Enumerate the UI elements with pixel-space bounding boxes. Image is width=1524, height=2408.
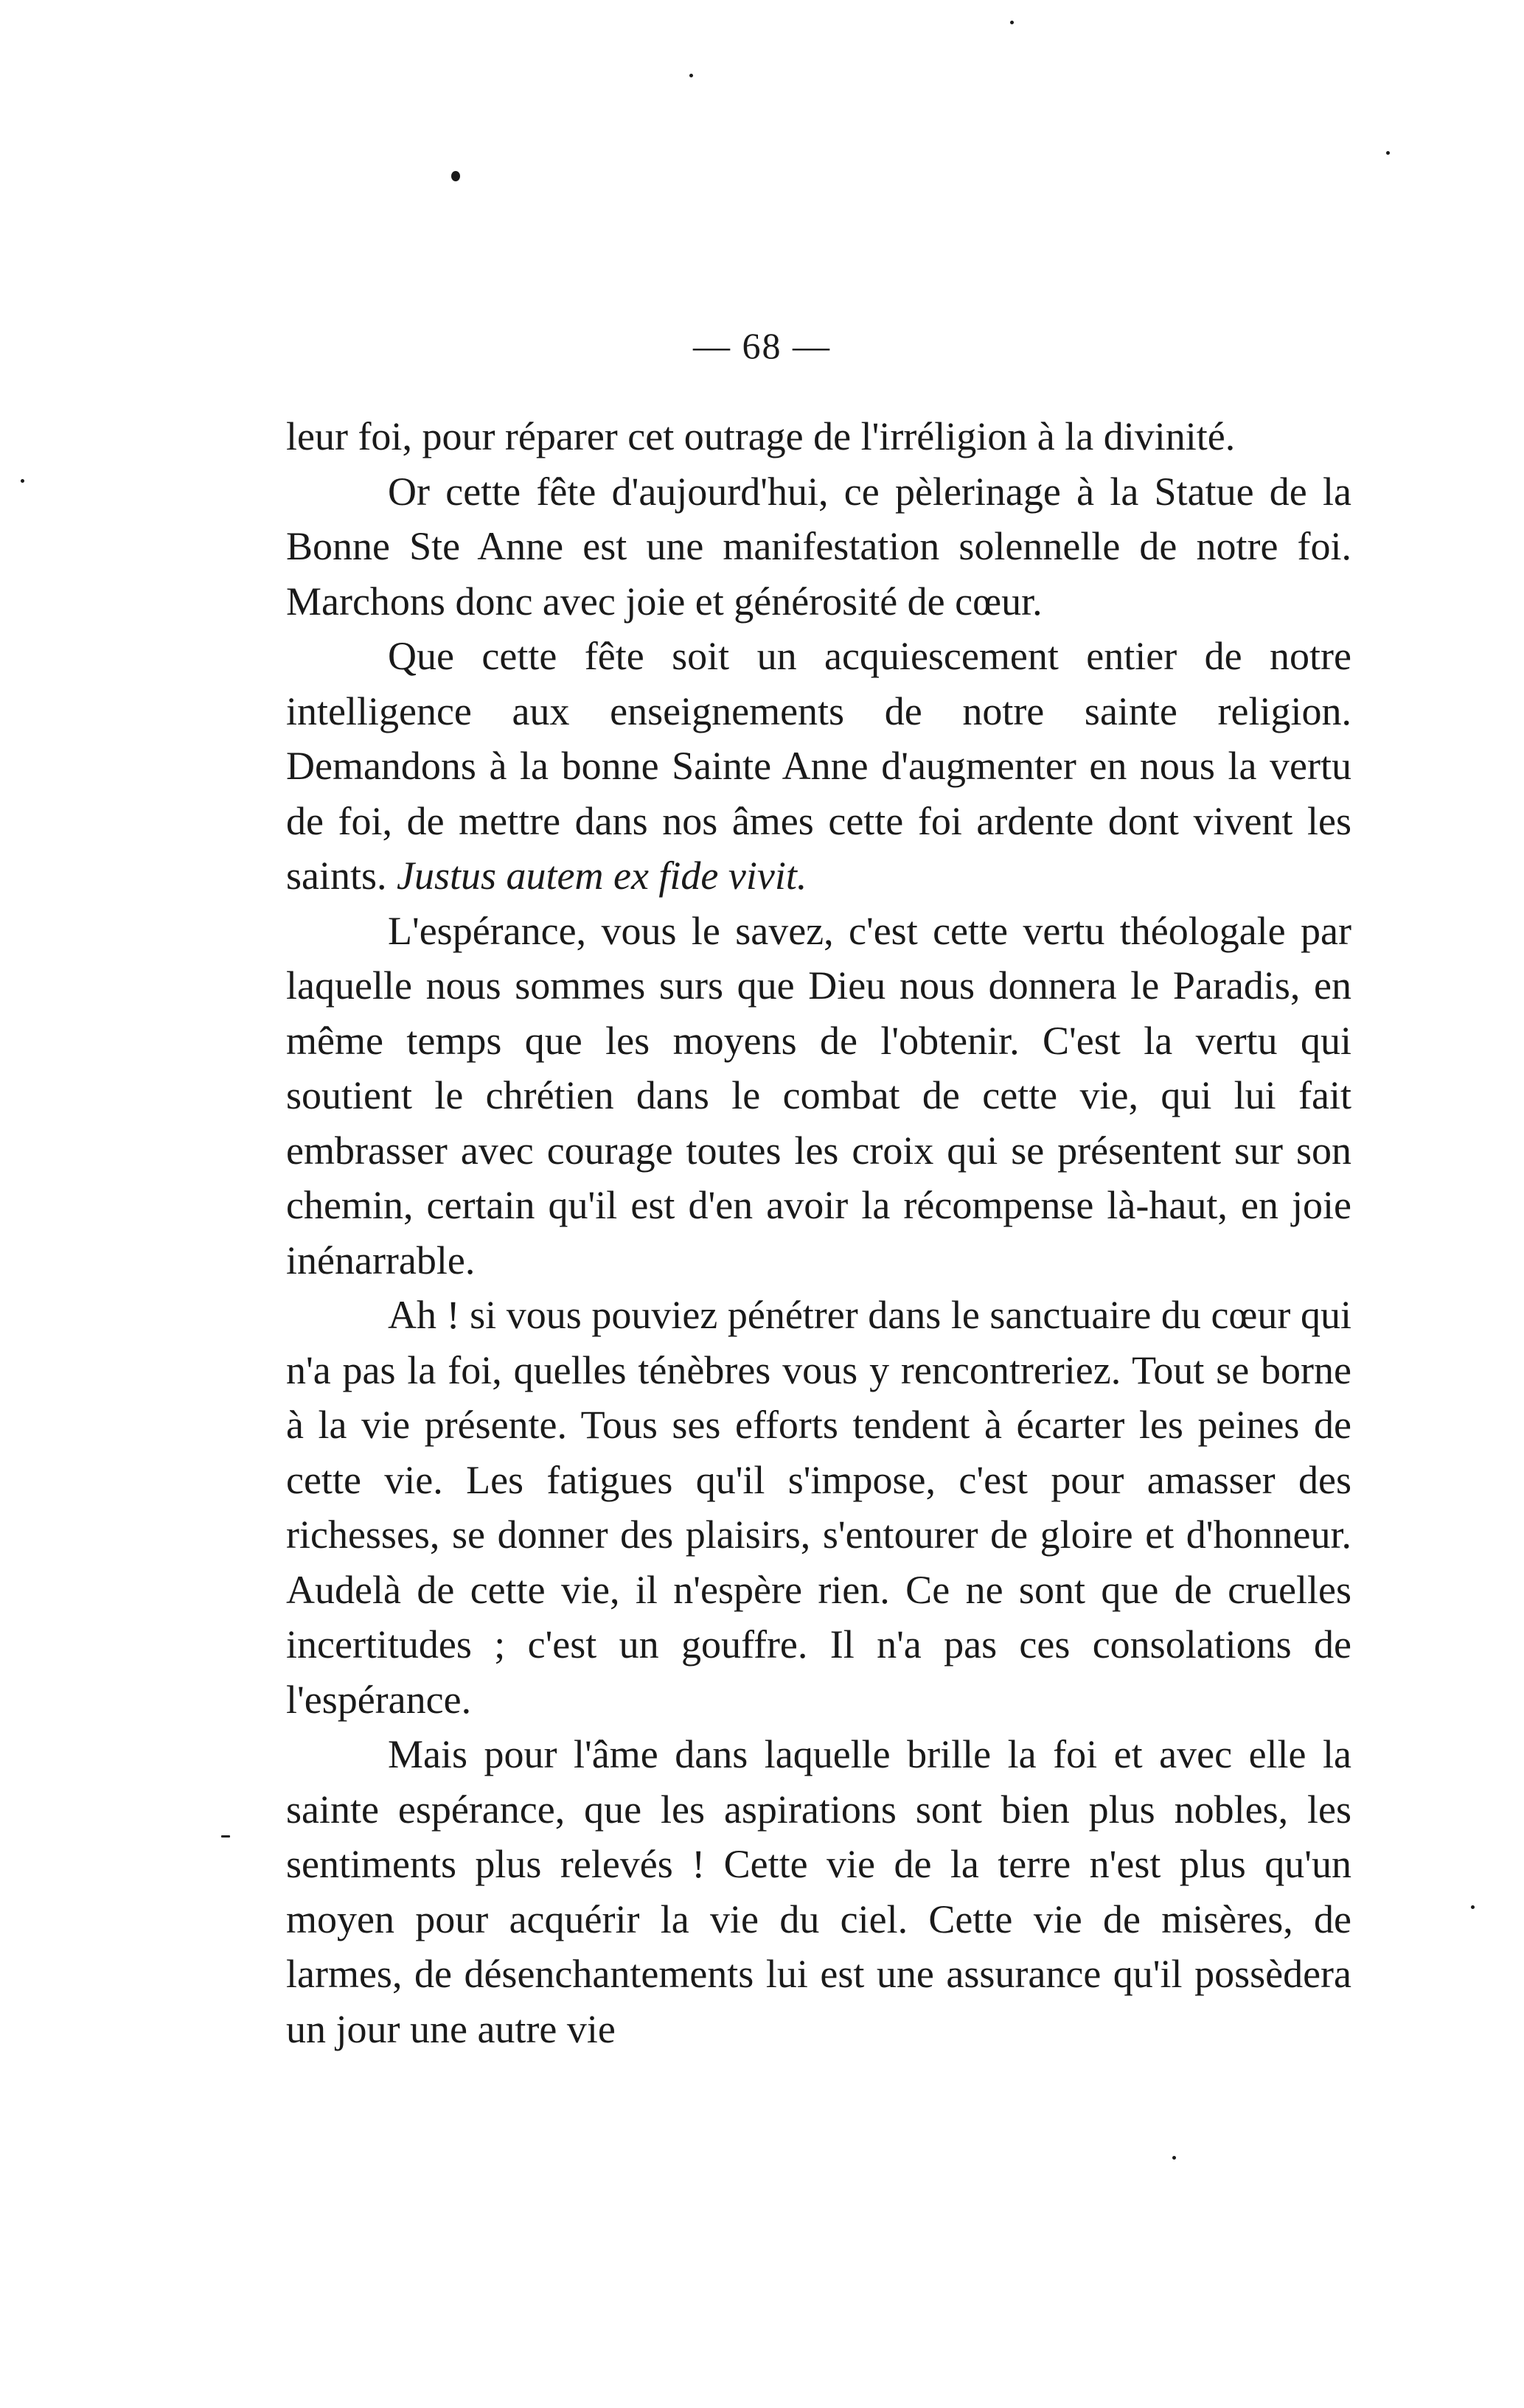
scan-speck — [221, 1835, 230, 1838]
paragraph-1-text: leur foi, pour réparer cet outrage de l'irréligion à la divinité. — [286, 414, 1236, 458]
scan-speck — [451, 171, 460, 181]
paragraph-2-text: Or cette fête d'aujourd'hui, ce pèlerinage à la Statue de la Bonne Ste Anne est une manifestation solennelle de notre foi. Marchons donc avec joie et générosité de cœur. — [286, 469, 1351, 624]
scan-speck — [21, 479, 24, 483]
paragraph-1 — [286, 409, 1351, 464]
paragraph-4 — [286, 904, 1351, 1288]
scan-speck — [1386, 151, 1390, 155]
paragraph-6-text: Mais pour l'âme dans laquelle brille la foi et avec elle la sainte espérance, que les aspirations sont bien plus nobles, les sentiments plus relevés ! Cette vie de la terre n'est plus qu'un moyen pour acquérir la vie du ciel. Cette vie de misères, de larmes, de désenchantements lui est une assurance qu'il possèdera un jour une autre vie — [286, 1732, 1351, 2051]
scan-speck — [1172, 2156, 1176, 2160]
paragraph-3-text: Que cette fête soit un acquiescement entier de notre intelligence aux enseignements de notre sainte religion. Demandons à la bonne Sainte Anne d'augmenter en nous la vertu de foi, de mettre dans nos âmes cette foi ardente dont vivent les saints. — [286, 634, 1351, 898]
scan-speck — [1471, 1905, 1475, 1909]
paragraph-2 — [286, 464, 1351, 629]
latin-quotation: Justus autem ex fide vivit. — [397, 854, 807, 898]
scan-speck — [1010, 21, 1014, 24]
paragraph-4-text: L'espérance, vous le savez, c'est cette vertu théologale par laquelle nous sommes surs que Dieu nous donnera le Paradis, en même temps que les moyens de l'obtenir. C'est la vertu qui soutient le chrétien dans le combat de cette vie, qui lui fait embrasser avec courage toutes les croix qui se présentent sur son chemin, certain qu'il est d'en avoir la récompense là-haut, en joie inénarrable. — [286, 908, 1351, 1282]
paragraph-3 — [286, 629, 1351, 904]
page-number: — 68 — — [693, 325, 831, 366]
paragraph-5 — [286, 1288, 1351, 1727]
paragraph-6 — [286, 1727, 1351, 2056]
scan-speck — [689, 74, 693, 77]
body-text — [286, 409, 1351, 2056]
paragraph-5-text: Ah ! si vous pouviez pénétrer dans le sanctuaire du cœur qui n'a pas la foi, quelles ténèbres vous y rencontreriez. Tout se borne à la vie présente. Tous ses efforts tendent à écarter les peines de cette vie. Les fatigues qu'il s'impose, c'est pour amasser des richesses, se donner des plaisirs, s'entourer de gloire et d'honneur. Audelà de cette vie, il n'espère rien. Ce ne sont que de cruelles incertitudes ; c'est un gouffre. Il n'a pas ces consolations de l'espérance. — [286, 1293, 1351, 1722]
